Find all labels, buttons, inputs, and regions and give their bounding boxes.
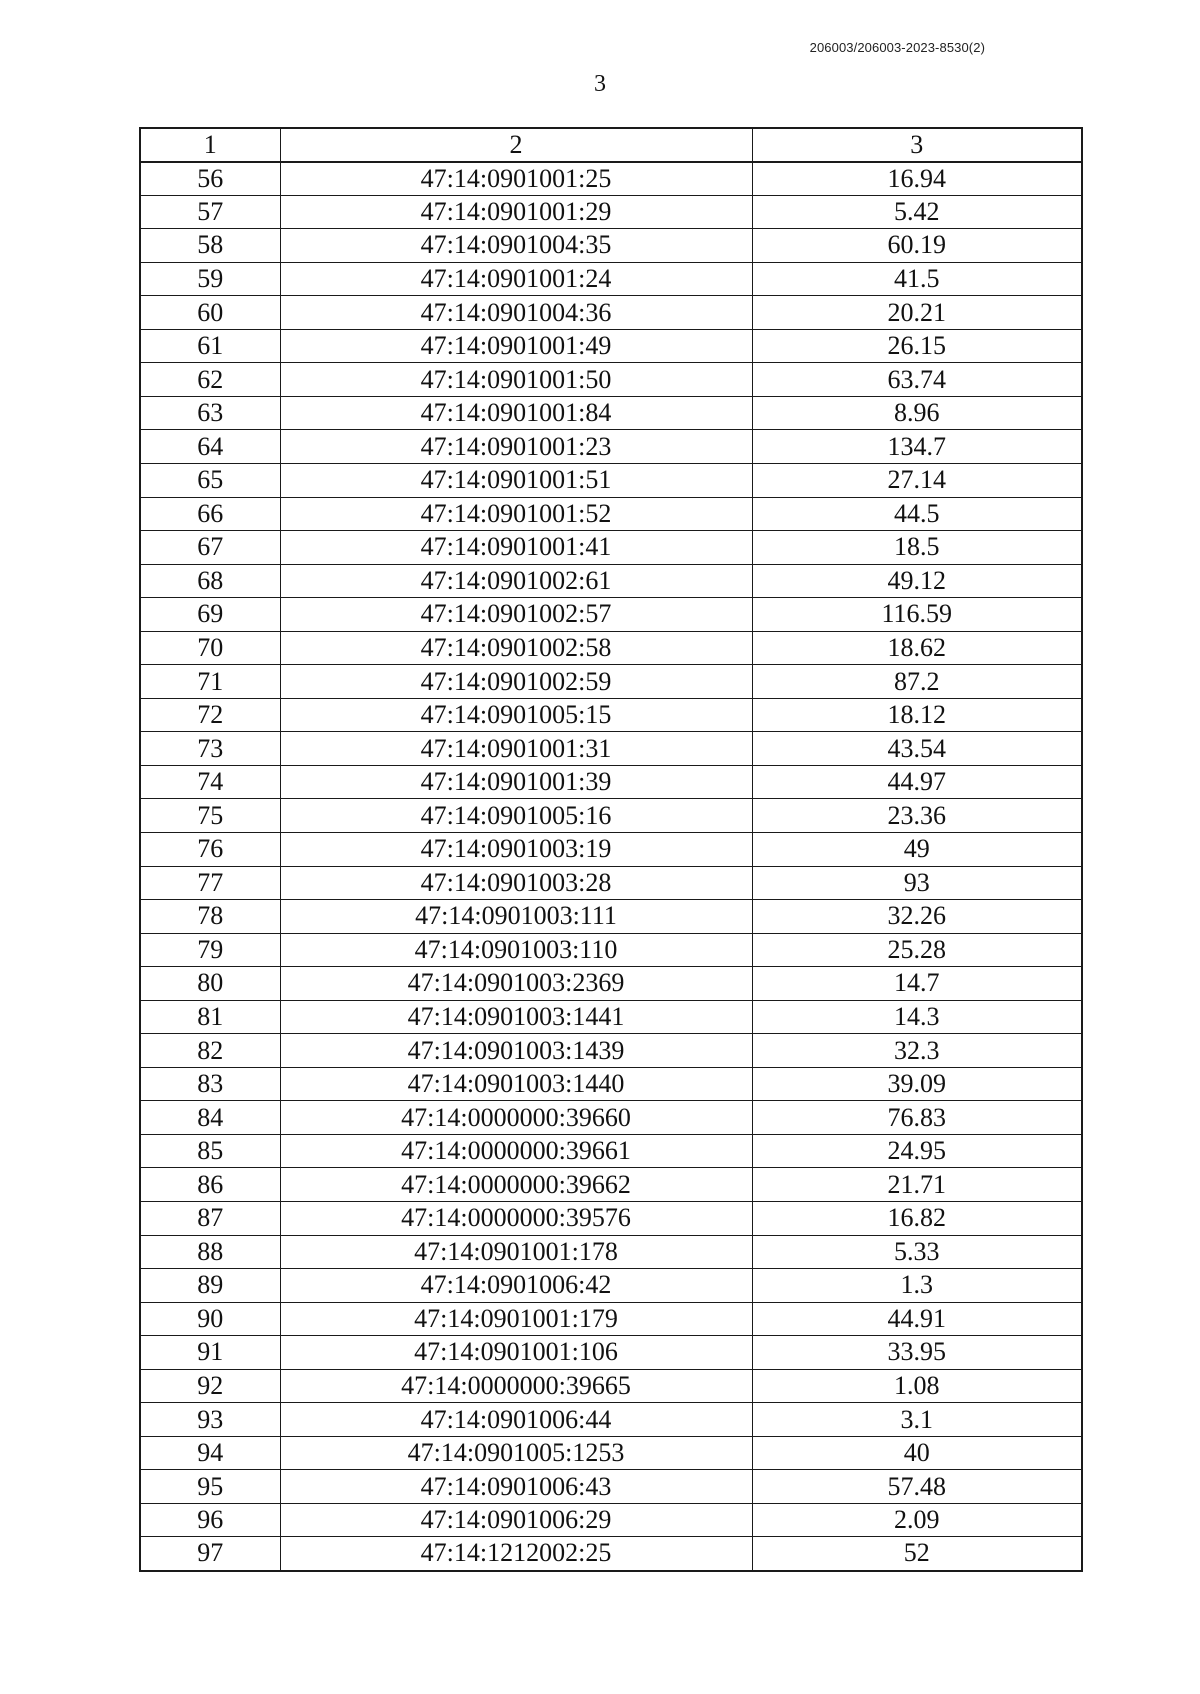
cadastral-number-cell: 47:14:0000000:39665 <box>280 1369 752 1403</box>
table-row <box>140 162 1082 196</box>
value-cell: 33.95 <box>752 1336 1082 1370</box>
row-number-cell: 82 <box>140 1034 280 1068</box>
value-cell: 44.5 <box>752 497 1082 531</box>
table-row <box>140 765 1082 799</box>
table-row <box>140 497 1082 531</box>
value-cell: 60.19 <box>752 229 1082 263</box>
cadastral-number-cell: 47:14:0901002:57 <box>280 598 752 632</box>
row-number-cell: 71 <box>140 665 280 699</box>
cadastral-number-cell: 47:14:0901003:28 <box>280 866 752 900</box>
row-number-cell: 72 <box>140 698 280 732</box>
row-number-cell: 75 <box>140 799 280 833</box>
table-body <box>140 162 1082 1571</box>
row-number-cell: 58 <box>140 229 280 263</box>
table-row <box>140 329 1082 363</box>
value-cell: 93 <box>752 866 1082 900</box>
row-number-cell: 95 <box>140 1470 280 1504</box>
cadastral-number-cell: 47:14:0901001:41 <box>280 531 752 565</box>
table-row <box>140 1436 1082 1470</box>
cadastral-number-cell: 47:14:0901001:50 <box>280 363 752 397</box>
value-cell: 44.97 <box>752 765 1082 799</box>
column-header-2: 2 <box>280 128 752 162</box>
table-row <box>140 1000 1082 1034</box>
cadastral-number-cell: 47:14:0901003:1441 <box>280 1000 752 1034</box>
value-cell: 44.91 <box>752 1302 1082 1336</box>
value-cell: 5.33 <box>752 1235 1082 1269</box>
value-cell: 2.09 <box>752 1503 1082 1537</box>
value-cell: 21.71 <box>752 1168 1082 1202</box>
row-number-cell: 68 <box>140 564 280 598</box>
value-cell: 18.12 <box>752 698 1082 732</box>
row-number-cell: 59 <box>140 262 280 296</box>
cadastral-number-cell: 47:14:0901004:35 <box>280 229 752 263</box>
value-cell: 25.28 <box>752 933 1082 967</box>
value-cell: 76.83 <box>752 1101 1082 1135</box>
table-row <box>140 1235 1082 1269</box>
table-row <box>140 296 1082 330</box>
row-number-cell: 97 <box>140 1537 280 1571</box>
cadastral-number-cell: 47:14:0901001:25 <box>280 162 752 196</box>
value-cell: 14.7 <box>752 967 1082 1001</box>
row-number-cell: 94 <box>140 1436 280 1470</box>
table-row <box>140 564 1082 598</box>
value-cell: 134.7 <box>752 430 1082 464</box>
cadastral-number-cell: 47:14:0901001:39 <box>280 765 752 799</box>
row-number-cell: 93 <box>140 1403 280 1437</box>
row-number-cell: 85 <box>140 1134 280 1168</box>
row-number-cell: 73 <box>140 732 280 766</box>
row-number-cell: 84 <box>140 1101 280 1135</box>
cadastral-number-cell: 47:14:0901001:29 <box>280 195 752 229</box>
column-header-1: 1 <box>140 128 280 162</box>
table-row <box>140 229 1082 263</box>
cadastral-number-cell: 47:14:0901002:58 <box>280 631 752 665</box>
document-reference: 206003/206003-2023-8530(2) <box>809 40 985 55</box>
value-cell: 40 <box>752 1436 1082 1470</box>
cadastral-number-cell: 47:14:0901001:31 <box>280 732 752 766</box>
cadastral-number-cell: 47:14:0901003:19 <box>280 832 752 866</box>
cadastral-number-cell: 47:14:0000000:39662 <box>280 1168 752 1202</box>
cadastral-number-cell: 47:14:0901001:178 <box>280 1235 752 1269</box>
cadastral-number-cell: 47:14:0901001:179 <box>280 1302 752 1336</box>
cadastral-number-cell: 47:14:0901006:42 <box>280 1269 752 1303</box>
table-row <box>140 1202 1082 1236</box>
cadastral-number-cell: 47:14:0901003:110 <box>280 933 752 967</box>
table-row <box>140 1369 1082 1403</box>
table-row <box>140 1168 1082 1202</box>
table-row <box>140 531 1082 565</box>
row-number-cell: 69 <box>140 598 280 632</box>
cadastral-number-cell: 47:14:0901001:106 <box>280 1336 752 1370</box>
row-number-cell: 76 <box>140 832 280 866</box>
row-number-cell: 80 <box>140 967 280 1001</box>
row-number-cell: 65 <box>140 463 280 497</box>
table-row <box>140 463 1082 497</box>
cadastral-number-cell: 47:14:0901001:51 <box>280 463 752 497</box>
value-cell: 5.42 <box>752 195 1082 229</box>
row-number-cell: 70 <box>140 631 280 665</box>
table-row <box>140 1101 1082 1135</box>
cadastral-number-cell: 47:14:0901004:36 <box>280 296 752 330</box>
value-cell: 116.59 <box>752 598 1082 632</box>
value-cell: 16.82 <box>752 1202 1082 1236</box>
value-cell: 32.3 <box>752 1034 1082 1068</box>
row-number-cell: 78 <box>140 900 280 934</box>
row-number-cell: 74 <box>140 765 280 799</box>
cadastral-number-cell: 47:14:0901003:1440 <box>280 1067 752 1101</box>
row-number-cell: 63 <box>140 396 280 430</box>
cadastral-number-cell: 47:14:0000000:39576 <box>280 1202 752 1236</box>
table-row <box>140 1302 1082 1336</box>
row-number-cell: 90 <box>140 1302 280 1336</box>
value-cell: 52 <box>752 1537 1082 1571</box>
cadastral-number-cell: 47:14:0901001:24 <box>280 262 752 296</box>
table-header <box>140 128 1082 162</box>
cadastral-number-cell: 47:14:0901006:43 <box>280 1470 752 1504</box>
value-cell: 43.54 <box>752 732 1082 766</box>
value-cell: 14.3 <box>752 1000 1082 1034</box>
cadastral-number-cell: 47:14:0000000:39660 <box>280 1101 752 1135</box>
value-cell: 41.5 <box>752 262 1082 296</box>
table-row <box>140 698 1082 732</box>
row-number-cell: 57 <box>140 195 280 229</box>
table-row <box>140 1336 1082 1370</box>
row-number-cell: 88 <box>140 1235 280 1269</box>
table-row <box>140 1537 1082 1571</box>
table-row <box>140 430 1082 464</box>
row-number-cell: 92 <box>140 1369 280 1403</box>
value-cell: 24.95 <box>752 1134 1082 1168</box>
table-row <box>140 1034 1082 1068</box>
table-row <box>140 363 1082 397</box>
cadastral-number-cell: 47:14:0901006:44 <box>280 1403 752 1437</box>
data-table <box>139 127 1083 1572</box>
table-row <box>140 598 1082 632</box>
row-number-cell: 62 <box>140 363 280 397</box>
value-cell: 39.09 <box>752 1067 1082 1101</box>
value-cell: 3.1 <box>752 1403 1082 1437</box>
row-number-cell: 56 <box>140 162 280 196</box>
row-number-cell: 79 <box>140 933 280 967</box>
value-cell: 1.3 <box>752 1269 1082 1303</box>
table-row <box>140 1067 1082 1101</box>
cadastral-number-cell: 47:14:0901001:49 <box>280 329 752 363</box>
value-cell: 26.15 <box>752 329 1082 363</box>
value-cell: 49.12 <box>752 564 1082 598</box>
cadastral-number-cell: 47:14:0901003:1439 <box>280 1034 752 1068</box>
table-row <box>140 1403 1082 1437</box>
table-row <box>140 1134 1082 1168</box>
table-row <box>140 866 1082 900</box>
table-row <box>140 665 1082 699</box>
row-number-cell: 61 <box>140 329 280 363</box>
row-number-cell: 77 <box>140 866 280 900</box>
row-number-cell: 64 <box>140 430 280 464</box>
cadastral-number-cell: 47:14:0901006:29 <box>280 1503 752 1537</box>
value-cell: 57.48 <box>752 1470 1082 1504</box>
cadastral-number-cell: 47:14:0901005:16 <box>280 799 752 833</box>
row-number-cell: 67 <box>140 531 280 565</box>
cadastral-number-cell: 47:14:0901002:59 <box>280 665 752 699</box>
value-cell: 20.21 <box>752 296 1082 330</box>
table-header-row <box>140 128 1082 162</box>
table-row <box>140 262 1082 296</box>
row-number-cell: 96 <box>140 1503 280 1537</box>
row-number-cell: 91 <box>140 1336 280 1370</box>
cadastral-number-cell: 47:14:0901001:52 <box>280 497 752 531</box>
table-row <box>140 732 1082 766</box>
value-cell: 8.96 <box>752 396 1082 430</box>
row-number-cell: 87 <box>140 1202 280 1236</box>
value-cell: 18.5 <box>752 531 1082 565</box>
value-cell: 27.14 <box>752 463 1082 497</box>
row-number-cell: 66 <box>140 497 280 531</box>
value-cell: 32.26 <box>752 900 1082 934</box>
table-row <box>140 1269 1082 1303</box>
value-cell: 16.94 <box>752 162 1082 196</box>
table-row <box>140 1503 1082 1537</box>
value-cell: 1.08 <box>752 1369 1082 1403</box>
value-cell: 23.36 <box>752 799 1082 833</box>
table-row <box>140 1470 1082 1504</box>
row-number-cell: 83 <box>140 1067 280 1101</box>
table-row <box>140 933 1082 967</box>
page-number: 3 <box>594 71 606 97</box>
table-row <box>140 396 1082 430</box>
table-row <box>140 832 1082 866</box>
data-table-container <box>139 127 1081 1572</box>
table-row <box>140 631 1082 665</box>
table-row <box>140 195 1082 229</box>
table-row <box>140 967 1082 1001</box>
table-row <box>140 799 1082 833</box>
row-number-cell: 60 <box>140 296 280 330</box>
row-number-cell: 81 <box>140 1000 280 1034</box>
cadastral-number-cell: 47:14:0901002:61 <box>280 564 752 598</box>
cadastral-number-cell: 47:14:0901005:15 <box>280 698 752 732</box>
cadastral-number-cell: 47:14:0901003:2369 <box>280 967 752 1001</box>
cadastral-number-cell: 47:14:0901001:23 <box>280 430 752 464</box>
table-row <box>140 900 1082 934</box>
value-cell: 18.62 <box>752 631 1082 665</box>
value-cell: 87.2 <box>752 665 1082 699</box>
cadastral-number-cell: 47:14:0901005:1253 <box>280 1436 752 1470</box>
value-cell: 49 <box>752 832 1082 866</box>
cadastral-number-cell: 47:14:0000000:39661 <box>280 1134 752 1168</box>
row-number-cell: 89 <box>140 1269 280 1303</box>
column-header-3: 3 <box>752 128 1082 162</box>
row-number-cell: 86 <box>140 1168 280 1202</box>
cadastral-number-cell: 47:14:0901003:111 <box>280 900 752 934</box>
cadastral-number-cell: 47:14:0901001:84 <box>280 396 752 430</box>
cadastral-number-cell: 47:14:1212002:25 <box>280 1537 752 1571</box>
value-cell: 63.74 <box>752 363 1082 397</box>
